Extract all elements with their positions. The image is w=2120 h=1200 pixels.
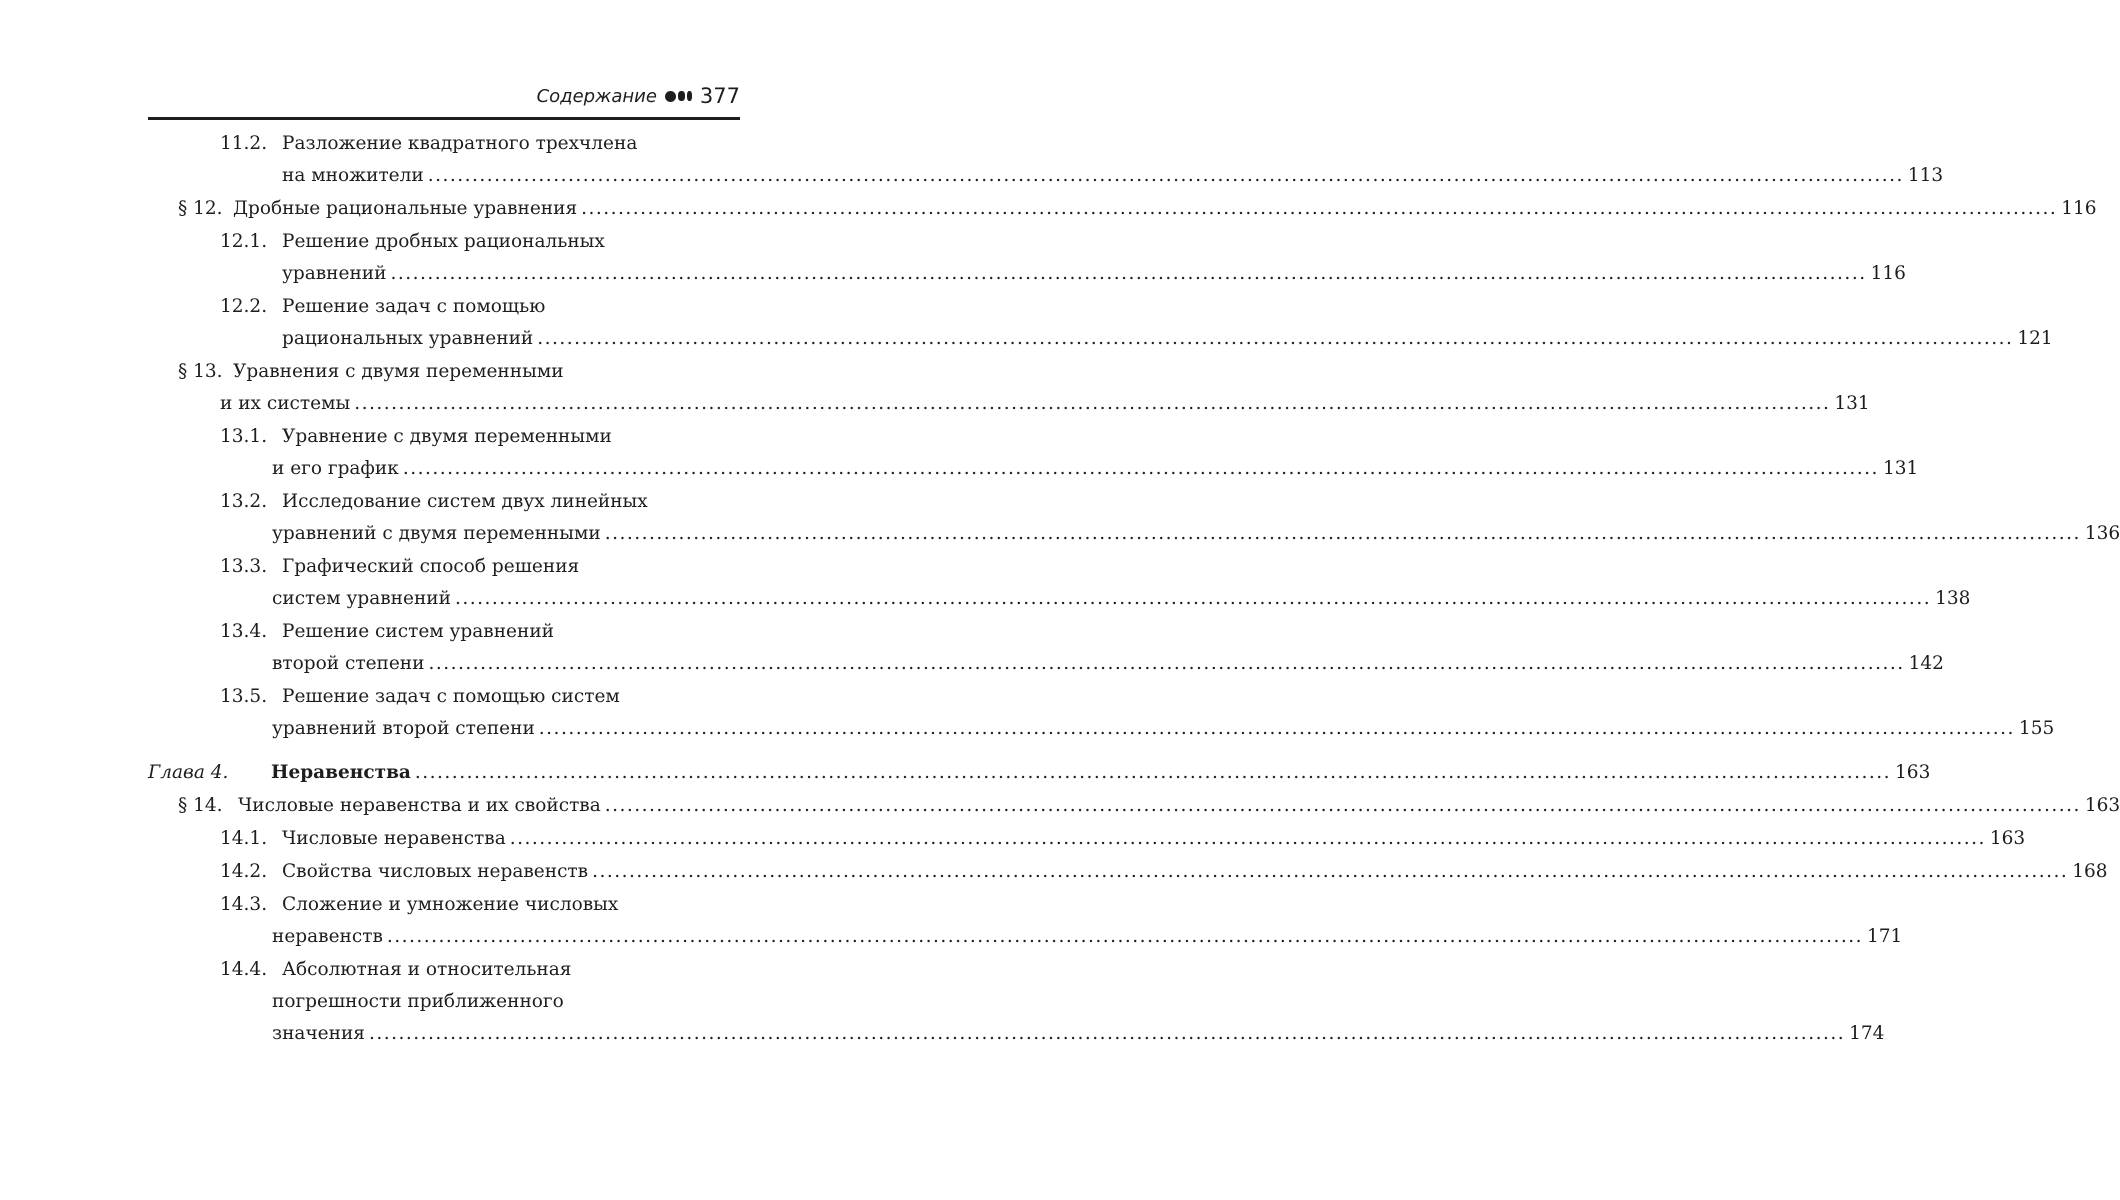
toc-entry-text bbox=[272, 681, 2055, 745]
toc-entry-title-line: Числовые неравенства и их свойства bbox=[238, 795, 601, 816]
running-header-title: Содержание bbox=[536, 85, 657, 107]
toc-entry-text bbox=[282, 226, 1906, 290]
toc-entry-number: 12.1. bbox=[220, 231, 268, 252]
toc-entry-title-line: Разложение квадратного трехчлена bbox=[282, 133, 638, 154]
toc-entry-number: 14.4. bbox=[220, 959, 268, 980]
dot-leader: ........................................................................................................................................................................................................ bbox=[537, 328, 2014, 349]
toc-entry-text bbox=[272, 421, 1919, 485]
toc-entry-title-line: погрешности приближенного bbox=[272, 991, 564, 1012]
toc-entry-number: 13.3. bbox=[220, 556, 268, 577]
toc-entry-page: 142 bbox=[1908, 653, 1944, 674]
toc-entry-title-line: второй степени bbox=[272, 653, 425, 674]
toc-entry-page: 163 bbox=[2084, 795, 2120, 816]
toc-entry-page: 116 bbox=[1870, 263, 1906, 284]
toc-entry-text bbox=[272, 954, 1885, 1050]
toc-entry-number: 12.2. bbox=[220, 296, 268, 317]
dot-leader: ........................................................................................................................................................................................................ bbox=[427, 165, 1904, 186]
page-number: 377 bbox=[699, 84, 740, 108]
toc-entry-number: 14.1. bbox=[220, 828, 268, 849]
dot-leader: ........................................................................................................................................................................................................ bbox=[538, 718, 2015, 739]
toc-entry-title-line: Числовые неравенства bbox=[282, 828, 506, 849]
toc-entry-number: 11.2. bbox=[220, 133, 268, 154]
toc-entry-title-line: уравнений с двумя переменными bbox=[272, 523, 601, 544]
toc-entry-number: Глава 4. bbox=[148, 762, 229, 783]
toc-entry-page: 168 bbox=[2072, 861, 2108, 882]
dot-leader: ........................................................................................................................................................................................................ bbox=[402, 458, 1879, 479]
toc-entry-title-line: Решение задач с помощью систем bbox=[282, 686, 620, 707]
toc-entry-text bbox=[282, 856, 2108, 888]
toc-entry-page: 113 bbox=[1907, 165, 1944, 186]
toc-entry-text bbox=[272, 551, 1971, 615]
toc-entry-title-line: Уравнение с двумя переменными bbox=[282, 426, 612, 447]
toc-entry-text bbox=[282, 823, 2026, 855]
dot-leader: ........................................................................................................................................................................................................ bbox=[509, 828, 1986, 849]
toc-entry-title-line: Абсолютная и относительная bbox=[282, 959, 572, 980]
toc-entry-number: 13.2. bbox=[220, 491, 268, 512]
toc-entry-page: 163 bbox=[1989, 828, 2026, 849]
toc-entry-title-line: Неравенства bbox=[271, 762, 411, 783]
toc-entry-text bbox=[272, 486, 2120, 550]
toc-entry-title-line: Сложение и умножение числовых bbox=[282, 894, 619, 915]
toc-entry-text bbox=[282, 128, 1944, 192]
toc-entry-title-line: на множители bbox=[282, 165, 424, 186]
toc-entry-title-line: рациональных уравнений bbox=[282, 328, 534, 349]
toc-entry-title-line: и их системы bbox=[220, 393, 351, 414]
toc-entry-page: 171 bbox=[1866, 926, 1903, 947]
toc-entry-title-line: Графический способ решения bbox=[282, 556, 580, 577]
toc-entry-title-line: Исследование систем двух линейных bbox=[282, 491, 648, 512]
dot-leader: ........................................................................................................................................................................................................ bbox=[414, 762, 1892, 783]
dot-leader: ........................................................................................................................................................................................................ bbox=[604, 795, 2081, 816]
toc-entry-title-line: систем уравнений bbox=[272, 588, 451, 609]
toc-entry-page: 138 bbox=[1935, 588, 1971, 609]
toc-entry-number: § 14. bbox=[178, 795, 223, 816]
toc-entry-page: 163 bbox=[1895, 762, 1931, 783]
dot-leader: ........................................................................................................................................................................................................ bbox=[354, 393, 1831, 414]
toc-entry-number: § 12. bbox=[178, 198, 223, 219]
dot-leader: ........................................................................................................................................................................................................ bbox=[368, 1023, 1846, 1044]
dot-leader: ........................................................................................................................................................................................................ bbox=[604, 523, 2081, 544]
toc-entry-title-line: неравенств bbox=[272, 926, 383, 947]
dot-leader: ........................................................................................................................................................................................................ bbox=[581, 198, 2058, 219]
toc-entry-number: § 13. bbox=[178, 361, 223, 382]
toc-entry-page: 155 bbox=[2018, 718, 2055, 739]
toc-entry-text bbox=[271, 757, 1931, 789]
toc-entry-page: 121 bbox=[2017, 328, 2053, 349]
dot-leader: ........................................................................................................................................................................................................ bbox=[428, 653, 1905, 674]
dot-leader: ........................................................................................................................................................................................................ bbox=[454, 588, 1932, 609]
dot-leader: ........................................................................................................................................................................................................ bbox=[386, 926, 1863, 947]
toc-entry-number: 14.2. bbox=[220, 861, 268, 882]
toc-entry-title-line: и его график bbox=[272, 458, 399, 479]
toc-entry-title-line: Дробные рациональные уравнения bbox=[233, 198, 578, 219]
toc-entry-title-line: уравнений bbox=[282, 263, 387, 284]
toc-entry-title-line: Уравнения с двумя переменными bbox=[233, 361, 564, 382]
toc-entry-page: 116 bbox=[2061, 198, 2097, 219]
toc-entry-number: 13.1. bbox=[220, 426, 268, 447]
toc-entry-title-line: Решение систем уравнений bbox=[282, 621, 554, 642]
toc-entry-number: 13.5. bbox=[220, 686, 268, 707]
toc-entry-text bbox=[238, 790, 2120, 822]
toc-entry-title-line: Свойства числовых неравенств bbox=[282, 861, 589, 882]
toc-entry-title-line: значения bbox=[272, 1023, 365, 1044]
toc-entry-page: 131 bbox=[1834, 393, 1870, 414]
toc-entry-text bbox=[220, 356, 1870, 420]
toc-entry-text bbox=[282, 291, 2053, 355]
dot-leader: ........................................................................................................................................................................................................ bbox=[390, 263, 1867, 284]
toc-entry-text bbox=[272, 616, 1944, 680]
toc-entry-page: 174 bbox=[1849, 1023, 1885, 1044]
toc-entry-text bbox=[233, 193, 2097, 225]
toc-entry-page: 136 bbox=[2084, 523, 2120, 544]
toc-entry-title-line: Решение задач с помощью bbox=[282, 296, 546, 317]
dot-leader: ........................................................................................................................................................................................................ bbox=[592, 861, 2069, 882]
toc-entry-number: 14.3. bbox=[220, 894, 268, 915]
toc-entry-title-line: Решение дробных рациональных bbox=[282, 231, 605, 252]
toc-entry-title-line: уравнений второй степени bbox=[272, 718, 535, 739]
toc-entry-text bbox=[272, 889, 1903, 953]
toc-entry-number: 13.4. bbox=[220, 621, 268, 642]
toc-entry-page: 131 bbox=[1882, 458, 1919, 479]
